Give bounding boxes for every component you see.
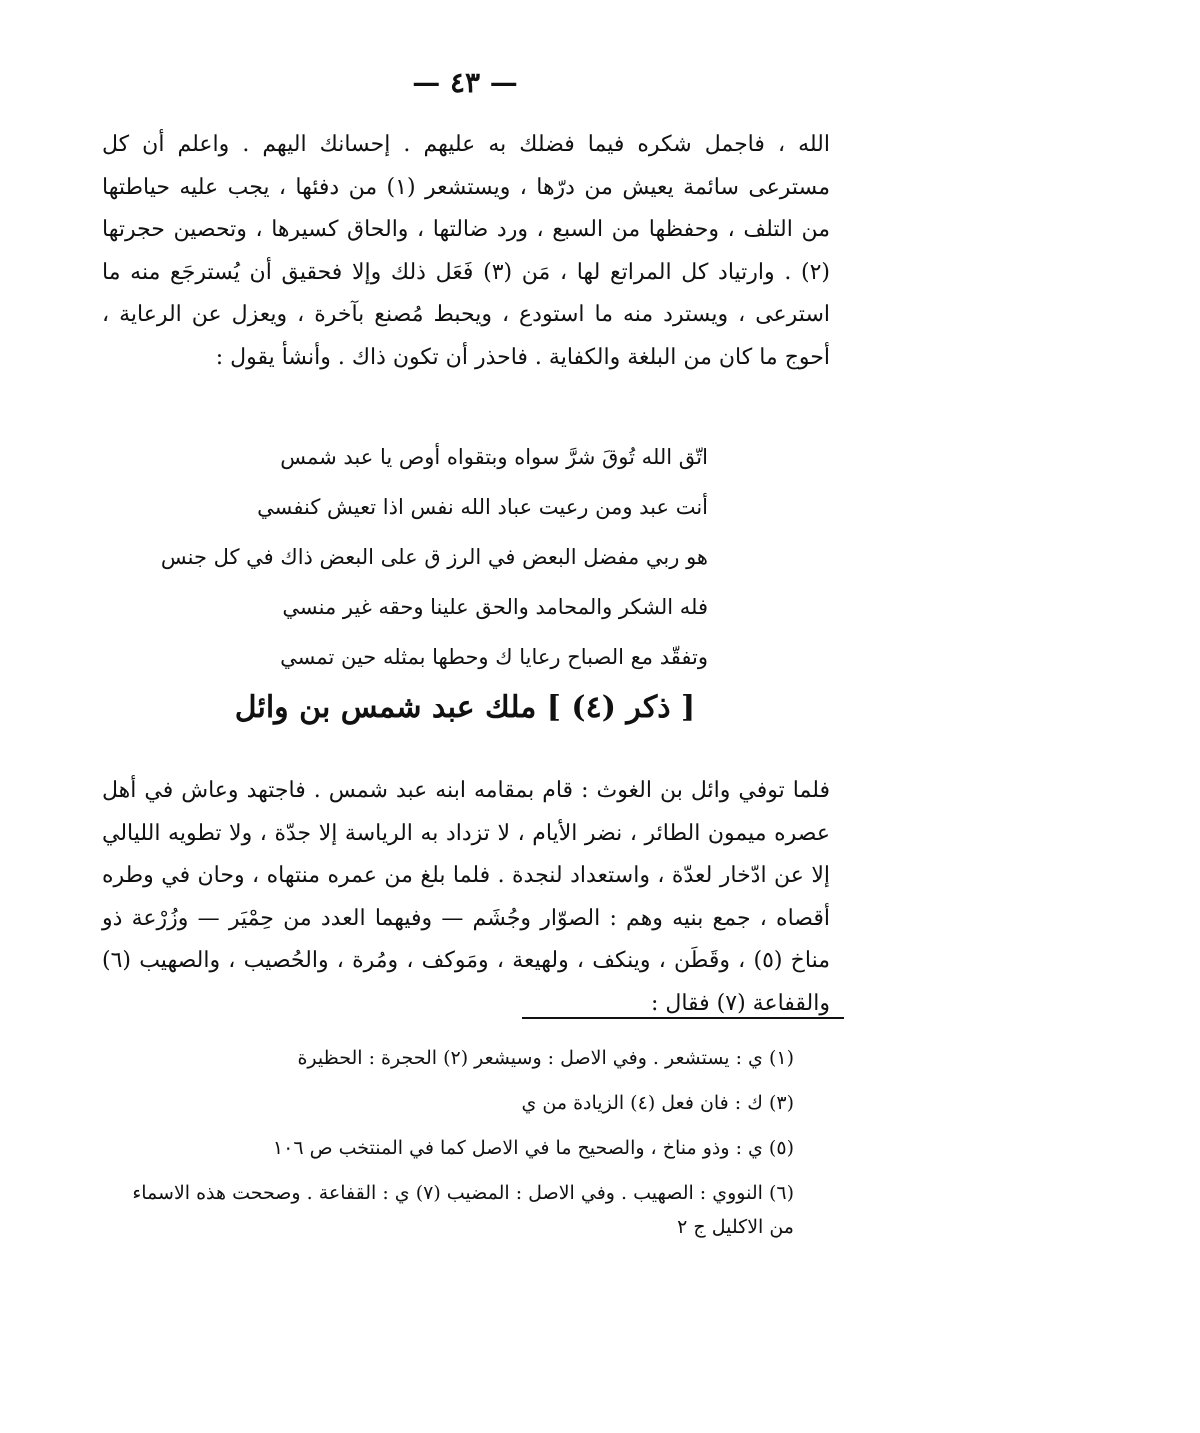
footnote-divider <box>522 1017 844 1019</box>
verse-line: فله الشكر والمحامد والحق علينا وحقه غير منسي <box>282 595 708 619</box>
verse-line: هو ربي مفضل البعض في الرز ق على البعض ذاك في كل جنس <box>160 545 708 569</box>
verse-line: اتّق الله تُوقَ شرَّ سواه وبتقواه أوص يا عبد شمس <box>280 445 708 469</box>
paragraph-text: الله ، فاجمل شكره فيما فضلك به عليهم . إحسانك اليهم . واعلم أن كل مسترعى سائمة يعيش من درّها ، ويستشعر (١) من دفئها ، يجب عليه حياطتها من التلف ، وحفظها من السبع ، ورد ضالتها ، والحاق كسيرها ، وتحصين حجرتها (٢) . وارتياد كل المراتع لها ، مَن (٣) فَعَل ذلك وإلا فحقيق أن يُسترجَع منه ما استرعى ، ويسترد منه ما استودع ، ويحبط مُصنع بآخرة ، ويعزل عن الرعاية ، أحوج ما كان من البلغة والكفاية . فاحذر أن تكون ذاك . وأنشأ يقول : <box>102 132 830 370</box>
paragraph-text: فلما توفي وائل بن الغوث : قام بمقامه ابنه عبد شمس . فاجتهد وعاش في أهل عصره ميمون الطائر ، نضر الأيام ، لا تزداد به الرياسة إلا جدّة ، ولا تطويه الليالي إلا عن ادّخار لعدّة ، واستعداد لنجدة . فلما بلغ من عمره منتهاه ، وحان في وطره أقصاه ، جمع بنيه وهم : الصوّار وجُشَم — وفيهما العدد من حِمْيَر — وزُرْعة ذو مناخ (٥) ، وقَطَن ، وينكف ، ولهيعة ، ومَوكف ، ومُرة ، والحُصيب ، والصهيب (٦) والقفاعة (٧) فقال : <box>102 778 831 1016</box>
section-heading: [ ذكر (٤) ] ملك عبد شمس بن وائل <box>234 690 696 725</box>
footnote: (٣) ك : فان فعل (٤) الزيادة من ي <box>521 1092 794 1114</box>
footnote: (٥) ي : وذو مناخ ، والصحيح ما في الاصل كما في المنتخب ص ١٠٦ <box>272 1137 794 1159</box>
paragraph <box>102 770 830 1025</box>
paragraph <box>102 124 830 379</box>
footnote: (٦) النووي : الصهيب . وفي الاصل : المضيب (٧) ي : القفاعة . وصححت هذه الاسماء من الاكليل ج ٢ <box>132 1182 794 1238</box>
verse-line: وتفقّد مع الصباح رعايا ك وحطها بمثله حين تمسي <box>280 645 708 669</box>
verse-line: أنت عبد ومن رعيت عباد الله نفس اذا تعيش كنفسي <box>257 495 708 519</box>
footnotes <box>102 1036 830 1244</box>
page-number: — ٤٣ — <box>412 66 518 99</box>
footnote: (١) ي : يستشعر . وفي الاصل : وسيشعر (٢) الحجرة : الحظيرة <box>297 1047 794 1069</box>
poem <box>160 432 708 682</box>
